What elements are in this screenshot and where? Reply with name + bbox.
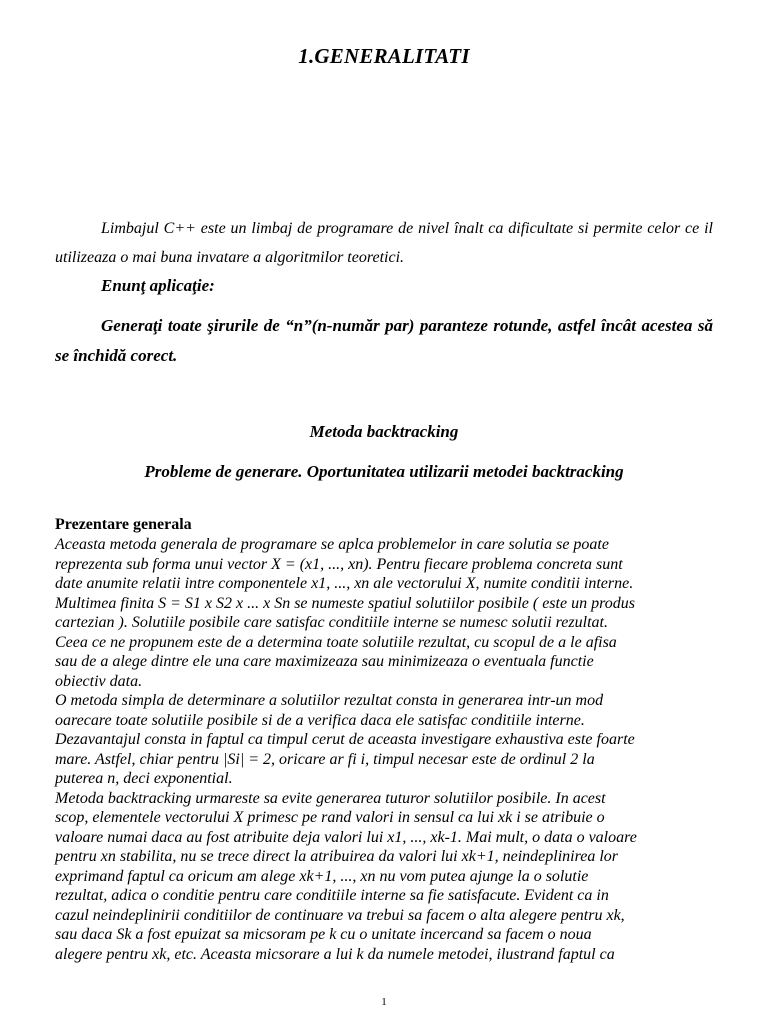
body-line: sau daca Sk a fost epuizat sa micsoram pe k cu o unitate incercand sa facem o noua	[55, 926, 592, 943]
body-line: puterea n, deci exponential.	[55, 770, 233, 787]
body-line: O metoda simpla de determinare a solutiilor rezultat consta in generarea intr-un mod	[55, 692, 604, 709]
body-line: Multimea finita S = S1 x S2 x ... x Sn se numeste spatiul solutiilor posibile ( este un produs	[55, 594, 635, 612]
method-subtitle: Probleme de generare. Oportunitatea utilizarii metodei backtracking	[144, 462, 624, 481]
body-line: oarecare toate solutiile posibile si de a verifica daca ele satisfac conditiile interne.	[55, 711, 585, 729]
body-line: cazul neindeplinirii conditiilor de continuare va trebui sa facem o alta alegere pentru xk,	[55, 906, 625, 924]
page-number: 1	[381, 996, 387, 1008]
body-text	[55, 535, 725, 964]
body-line: date anumite relatii intre componentele x1, ..., xn ale vectorului X, numite conditii interne.	[55, 575, 634, 592]
body-line: cartezian ). Solutiile posibile care satisfac conditiile interne se numesc solutii rezultat.	[55, 614, 608, 631]
method-title: Metoda backtracking	[309, 422, 459, 441]
intro-paragraph: Limbajul C++ este un limbaj de programare de nivel înalt ca dificultate si permite celor ce il utilizeaza o mai buna invatare a algoritmilor teoretici.	[55, 220, 713, 266]
enunt-text: Generaţi toate şirurile de “n”(n-număr par) paranteze rotunde, astfel încât acestea să se închidă corect.	[55, 316, 713, 365]
page-title: 1.GENERALITATI	[298, 44, 470, 68]
body-line: pentru xn stabilita, nu se trece direct la atribuirea da valori lui xk+1, neindeplinirea lor	[55, 848, 619, 865]
enunt-label: Enunţ aplicaţie:	[101, 276, 215, 295]
body-line: reprezenta sub forma unui vector X = (x1, ..., xn). Pentru fiecare problema concreta sunt	[55, 555, 623, 573]
body-line: Aceasta metoda generala de programare se aplca problemelor in care solutia se poate	[55, 536, 609, 553]
body-line: Ceea ce ne propunem este de a determina toate solutiile rezultat, cu scopul de a le afisa	[55, 633, 617, 651]
body-line: mare. Astfel, chiar pentru |Si| = 2, oricare ar fi i, timpul necesar este de ordinul 2 la	[55, 750, 595, 768]
body-line: exprimand faptul ca oricum am alege xk+1, ..., xn nu vom putea ajunge la o solutie	[55, 867, 589, 885]
body-line: sau de a alege dintre ele una care maximizeaza sau minimizeaza o eventuala functie	[55, 653, 594, 670]
body-line: scop, elementele vectorului X primesc pe rand valori in sensul ca lui xk i se atribuie o	[55, 809, 605, 826]
body-line: valoare numai daca au fost atribuite deja valori lui x1, ..., xk-1. Mai mult, o data o valoare	[55, 828, 637, 846]
section-heading: Prezentare generala	[55, 516, 192, 533]
body-line: alegere pentru xk, etc. Aceasta micsorare a lui k da numele metodei, ilustrand faptul ca	[55, 945, 615, 963]
body-line: Dezavantajul consta in faptul ca timpul cerut de aceasta investigare exhaustiva este foarte	[55, 731, 635, 748]
body-line: obiectiv data.	[55, 672, 143, 690]
body-line: rezultat, adica o conditie pentru care conditiile interne sa fie satisfacute. Evident ca in	[55, 887, 609, 904]
body-line: Metoda backtracking urmareste sa evite generarea tuturor solutiilor posibile. In acest	[55, 789, 606, 807]
